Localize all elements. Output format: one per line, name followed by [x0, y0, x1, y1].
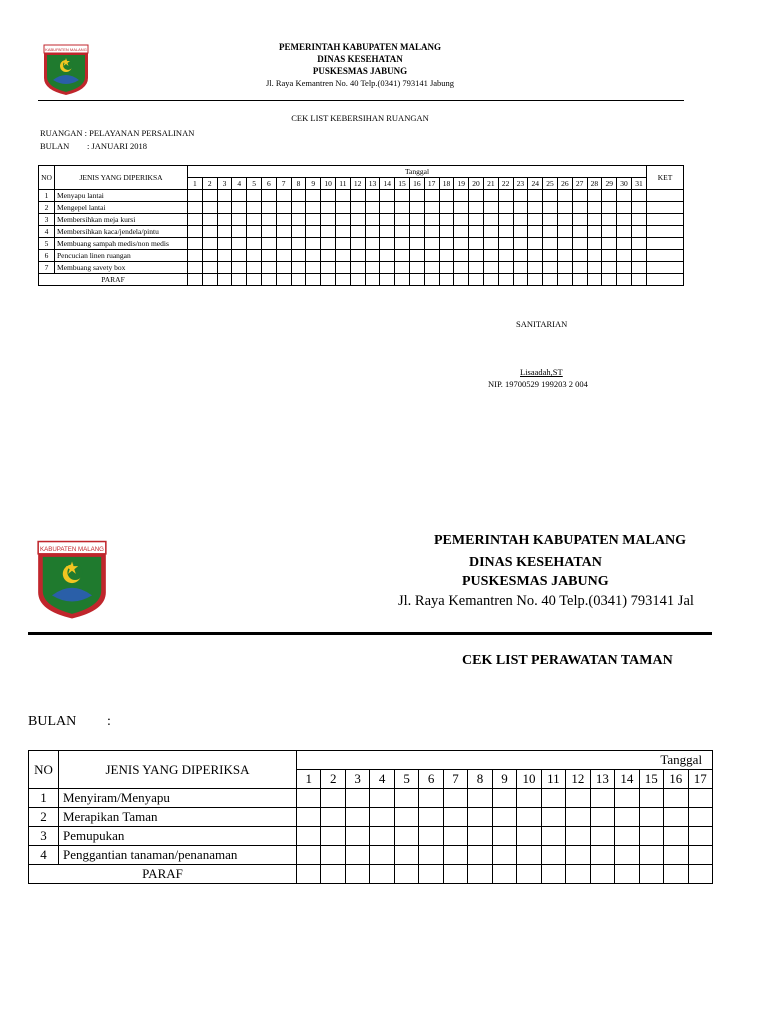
check-cell[interactable] — [321, 846, 345, 865]
check-cell[interactable] — [541, 827, 565, 846]
day-cell: 26 — [557, 178, 572, 190]
check-cell[interactable] — [370, 846, 394, 865]
row-number: 3 — [39, 214, 55, 226]
day-cell: 5 — [394, 770, 418, 789]
check-cell[interactable] — [443, 808, 467, 827]
day-cell: 6 — [419, 770, 443, 789]
garden-checklist-table — [28, 750, 713, 884]
check-cell[interactable] — [297, 808, 321, 827]
check-cell[interactable] — [443, 789, 467, 808]
check-cell[interactable] — [615, 808, 639, 827]
check-cell[interactable] — [345, 846, 369, 865]
check-cell[interactable] — [615, 846, 639, 865]
check-cell[interactable] — [443, 846, 467, 865]
day-cell: 5 — [247, 178, 262, 190]
check-cell[interactable] — [394, 808, 418, 827]
check-cell[interactable] — [615, 827, 639, 846]
day-cell: 25 — [543, 178, 558, 190]
header-puskesmas-large: PUSKESMAS JABUNG — [462, 574, 609, 589]
check-cell[interactable] — [639, 789, 663, 808]
month-label: BULAN — [40, 141, 70, 151]
check-cell[interactable] — [517, 846, 541, 865]
paraf-cell[interactable] — [688, 865, 713, 884]
signer-name: Lisaadah,ST — [520, 367, 563, 377]
check-cell[interactable] — [566, 827, 590, 846]
paraf-cell[interactable] — [664, 865, 688, 884]
check-cell[interactable] — [492, 808, 516, 827]
check-cell[interactable] — [664, 846, 688, 865]
check-cell[interactable] — [321, 827, 345, 846]
day-cell: 13 — [590, 770, 614, 789]
check-cell[interactable] — [492, 789, 516, 808]
row-item: Penggantian tanaman/penanaman — [59, 846, 297, 865]
paraf-cell[interactable] — [297, 865, 321, 884]
col-item: JENIS YANG DIPERIKSA — [55, 166, 188, 190]
paraf-label: PARAF — [39, 274, 188, 286]
check-cell[interactable] — [297, 846, 321, 865]
table-row — [29, 827, 713, 846]
check-cell[interactable] — [468, 846, 492, 865]
check-cell[interactable] — [468, 789, 492, 808]
check-cell[interactable] — [345, 827, 369, 846]
check-cell[interactable] — [345, 808, 369, 827]
check-cell[interactable] — [419, 808, 443, 827]
day-cell: 31 — [631, 178, 646, 190]
row-item: Membersihkan kaca/jendela/pintu — [55, 226, 188, 238]
check-cell[interactable] — [566, 789, 590, 808]
day-cell: 4 — [370, 770, 394, 789]
check-cell[interactable] — [688, 846, 713, 865]
check-cell[interactable] — [590, 827, 614, 846]
sanitarian-title: SANITARIAN — [516, 319, 568, 329]
check-cell[interactable] — [517, 827, 541, 846]
row-item: Mengepel lantai — [55, 202, 188, 214]
row-number: 1 — [39, 190, 55, 202]
col-no: NO — [29, 751, 59, 789]
check-cell[interactable] — [688, 827, 713, 846]
check-cell[interactable] — [517, 808, 541, 827]
paraf-cell[interactable] — [468, 865, 492, 884]
header-government: PEMERINTAH KABUPATEN MALANG — [279, 42, 441, 52]
row-number: 4 — [29, 846, 59, 865]
day-cell: 6 — [261, 178, 276, 190]
day-cell: 14 — [615, 770, 639, 789]
paraf-cell[interactable] — [639, 865, 663, 884]
row-number: 3 — [29, 827, 59, 846]
check-cell[interactable] — [370, 789, 394, 808]
check-cell[interactable] — [541, 808, 565, 827]
check-cell[interactable] — [443, 827, 467, 846]
day-cell: 23 — [513, 178, 528, 190]
day-cell: 9 — [492, 770, 516, 789]
day-cell: 13 — [365, 178, 380, 190]
check-cell[interactable] — [517, 789, 541, 808]
day-cell: 7 — [276, 178, 291, 190]
row-number: 2 — [39, 202, 55, 214]
day-cell: 4 — [232, 178, 247, 190]
check-cell[interactable] — [297, 789, 321, 808]
day-cell: 2 — [202, 178, 217, 190]
row-number: 4 — [39, 226, 55, 238]
check-cell[interactable] — [297, 827, 321, 846]
check-cell[interactable] — [394, 846, 418, 865]
signature-row — [29, 865, 713, 884]
col-remarks: KET — [647, 166, 684, 190]
check-cell[interactable] — [615, 789, 639, 808]
row-number: 1 — [29, 789, 59, 808]
check-cell[interactable] — [664, 789, 688, 808]
header-divider-large — [28, 632, 712, 635]
paraf-cell[interactable] — [345, 865, 369, 884]
row-item: Menyiram/Menyapu — [59, 789, 297, 808]
check-cell[interactable] — [492, 846, 516, 865]
day-cell: 17 — [424, 178, 439, 190]
check-cell[interactable] — [688, 789, 713, 808]
header-department: DINAS KESEHATAN — [317, 54, 403, 64]
day-cell: 11 — [335, 178, 350, 190]
day-cell: 16 — [409, 178, 424, 190]
check-cell[interactable] — [590, 789, 614, 808]
check-cell[interactable] — [639, 808, 663, 827]
day-cell: 11 — [541, 770, 565, 789]
day-cell: 15 — [395, 178, 410, 190]
day-cell: 27 — [572, 178, 587, 190]
row-item: Pemupukan — [59, 827, 297, 846]
check-cell[interactable] — [688, 808, 713, 827]
paraf-label: PARAF — [29, 865, 297, 884]
check-cell[interactable] — [370, 827, 394, 846]
month-value: : JANUARI 2018 — [87, 141, 147, 151]
header-department-large: DINAS KESEHATAN — [469, 555, 602, 570]
paraf-cell[interactable] — [492, 865, 516, 884]
day-cell: 3 — [217, 178, 232, 190]
month-value-large: : — [107, 714, 111, 729]
day-cell: 8 — [291, 178, 306, 190]
day-cell: 12 — [350, 178, 365, 190]
day-cell: 24 — [528, 178, 543, 190]
check-cell[interactable] — [419, 789, 443, 808]
check-cell[interactable] — [419, 827, 443, 846]
paraf-cell[interactable] — [541, 865, 565, 884]
check-cell[interactable] — [639, 846, 663, 865]
col-no: NO — [39, 166, 55, 190]
check-cell[interactable] — [492, 827, 516, 846]
check-cell[interactable] — [541, 846, 565, 865]
row-item: Merapikan Taman — [59, 808, 297, 827]
day-cell: 1 — [188, 178, 203, 190]
check-cell[interactable] — [590, 846, 614, 865]
row-number: 2 — [29, 808, 59, 827]
check-cell[interactable] — [345, 789, 369, 808]
table-row — [29, 846, 713, 865]
row-number: 6 — [39, 250, 55, 262]
day-cell: 8 — [468, 770, 492, 789]
day-cell: 16 — [664, 770, 688, 789]
header-government-large: PEMERINTAH KABUPATEN MALANG — [434, 533, 686, 548]
day-cell: 12 — [566, 770, 590, 789]
check-cell[interactable] — [468, 827, 492, 846]
row-item: Menyapu lantai — [55, 190, 188, 202]
check-cell[interactable] — [639, 827, 663, 846]
col-date: Tanggal — [188, 166, 647, 178]
check-cell[interactable] — [664, 808, 688, 827]
day-cell: 28 — [587, 178, 602, 190]
col-date: Tanggal — [297, 751, 713, 770]
row-item: Pencucian linen ruangan — [55, 250, 188, 262]
col-item: JENIS YANG DIPERIKSA — [59, 751, 297, 789]
header-puskesmas: PUSKESMAS JABUNG — [312, 66, 408, 76]
day-cell: 1 — [297, 770, 321, 789]
document-title-large: CEK LIST PERAWATAN TAMAN — [462, 653, 673, 668]
check-cell[interactable] — [566, 808, 590, 827]
check-cell[interactable] — [321, 808, 345, 827]
room-label: RUANGAN : PELAYANAN PERSALINAN — [40, 128, 195, 138]
day-cell: 10 — [321, 178, 336, 190]
paraf-cell[interactable] — [419, 865, 443, 884]
table-header-row — [29, 751, 713, 770]
check-cell[interactable] — [566, 846, 590, 865]
check-cell[interactable] — [468, 808, 492, 827]
table-row — [29, 789, 713, 808]
logo-caption: KABUPATEN MALANG — [40, 545, 104, 553]
paraf-cell[interactable] — [615, 865, 639, 884]
header-address-large: Jl. Raya Kemantren No. 40 Telp.(0341) 793141 Jal — [398, 593, 694, 609]
check-cell[interactable] — [541, 789, 565, 808]
check-cell[interactable] — [394, 789, 418, 808]
logo-caption: KABUPATEN MALANG — [45, 47, 87, 52]
month-label-large: BULAN — [28, 714, 77, 729]
day-cell: 3 — [345, 770, 369, 789]
check-cell[interactable] — [370, 808, 394, 827]
day-cell: 19 — [454, 178, 469, 190]
row-item: Membuang sampah medis/non medis — [55, 238, 188, 250]
row-number: 5 — [39, 238, 55, 250]
paraf-cell[interactable] — [394, 865, 418, 884]
day-cell: 14 — [380, 178, 395, 190]
paraf-cell[interactable] — [370, 865, 394, 884]
check-cell[interactable] — [590, 808, 614, 827]
day-cell: 17 — [688, 770, 713, 789]
row-number: 7 — [39, 262, 55, 274]
table-row — [29, 808, 713, 827]
day-cell: 20 — [469, 178, 484, 190]
check-cell[interactable] — [394, 827, 418, 846]
paraf-cell[interactable] — [566, 865, 590, 884]
document-title: CEK LIST KEBERSIHAN RUANGAN — [291, 113, 429, 123]
check-cell[interactable] — [664, 827, 688, 846]
paraf-cell[interactable] — [321, 865, 345, 884]
paraf-cell[interactable] — [590, 865, 614, 884]
day-cell: 22 — [498, 178, 513, 190]
check-cell[interactable] — [321, 789, 345, 808]
row-item: Membuang savety box — [55, 262, 188, 274]
day-cell: 30 — [617, 178, 632, 190]
paraf-cell[interactable] — [517, 865, 541, 884]
row-item: Membersihkan meja kursi — [55, 214, 188, 226]
day-cell: 21 — [483, 178, 498, 190]
day-cell: 9 — [306, 178, 321, 190]
day-cell: 29 — [602, 178, 617, 190]
day-cell: 10 — [517, 770, 541, 789]
check-cell[interactable] — [419, 846, 443, 865]
paraf-cell[interactable] — [443, 865, 467, 884]
day-cell: 18 — [439, 178, 454, 190]
header-address: Jl. Raya Kemantren No. 40 Telp.(0341) 793141 Jabung — [265, 78, 455, 88]
day-cell: 2 — [321, 770, 345, 789]
signer-nip: NIP. 19700529 199203 2 004 — [488, 379, 588, 389]
day-cell: 15 — [639, 770, 663, 789]
day-cell: 7 — [443, 770, 467, 789]
